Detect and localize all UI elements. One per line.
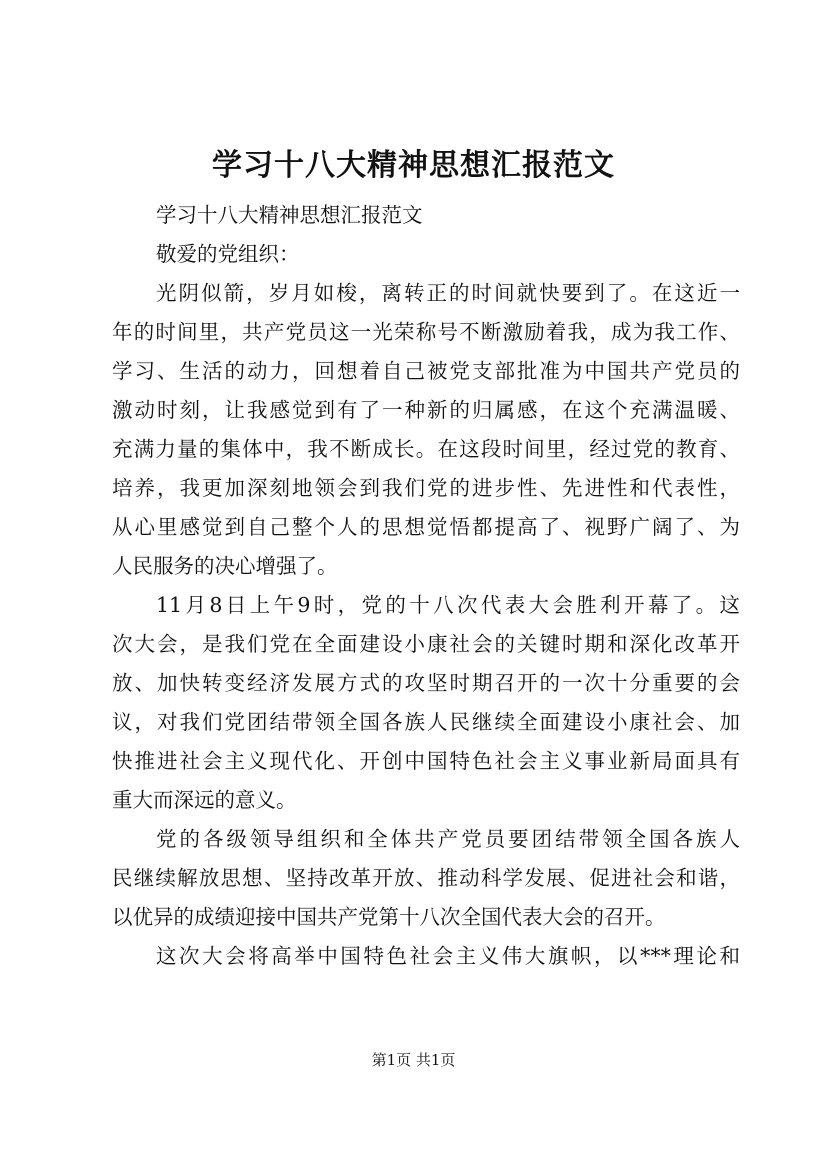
paragraph-line: 从心里感觉到自己整个人的思想觉悟都提高了、视野广阔了、为	[112, 515, 740, 539]
paragraph-line: 年的时间里，共产党员这一光荣称号不断激励着我，成为我工作、	[112, 320, 740, 344]
paragraph-line: 光阴似箭，岁月如梭，离转正的时间就快要到了。在这近一	[156, 281, 740, 305]
subtitle-line: 学习十八大精神思想汇报范文	[156, 203, 423, 227]
paragraph-line: 党的各级领导组织和全体共产党员要团结带领全国各族人	[156, 827, 740, 851]
paragraph-line: 激动时刻，让我感觉到有了一种新的归属感，在这个充满温暖、	[112, 398, 740, 422]
paragraph-line: 次大会，是我们党在全面建设小康社会的关键时期和深化改革开	[112, 632, 740, 656]
paragraph-line: 民继续解放思想、坚持改革开放、推动科学发展、促进社会和谐，	[112, 866, 740, 890]
paragraph-line: 快推进社会主义现代化、开创中国特色社会主义事业新局面具有	[112, 749, 740, 773]
paragraph-line: 充满力量的集体中，我不断成长。在这段时间里，经过党的教育、	[112, 437, 740, 461]
paragraph-line: 人民服务的决心增强了。	[112, 554, 338, 578]
page-footer: 第1页 共1页	[371, 1051, 456, 1069]
paragraph-line: 学习、生活的动力，回想着自己被党支部批准为中国共产党员的	[112, 359, 740, 383]
document-body	[112, 196, 740, 976]
salutation-line: 敬爱的党组织：	[156, 242, 300, 266]
paragraph-line: 这次大会将高举中国特色社会主义伟大旗帜，以***理论和	[156, 944, 740, 968]
document-title: 学习十八大精神思想汇报范文	[212, 148, 615, 183]
paragraph-line: 放、加快转变经济发展方式的攻坚时期召开的一次十分重要的会	[112, 671, 740, 695]
paragraph-line: 议，对我们党团结带领全国各族人民继续全面建设小康社会、加	[112, 710, 740, 734]
paragraph-line: 重大而深远的意义。	[112, 788, 297, 812]
paragraph-line: 以优异的成绩迎接中国共产党第十八次全国代表大会的召开。	[112, 905, 666, 929]
paragraph-line: 培养，我更加深刻地领会到我们党的进步性、先进性和代表性，	[112, 476, 740, 500]
paragraph-line: 11月8日上午9时，党的十八次代表大会胜利开幕了。这	[156, 593, 740, 617]
